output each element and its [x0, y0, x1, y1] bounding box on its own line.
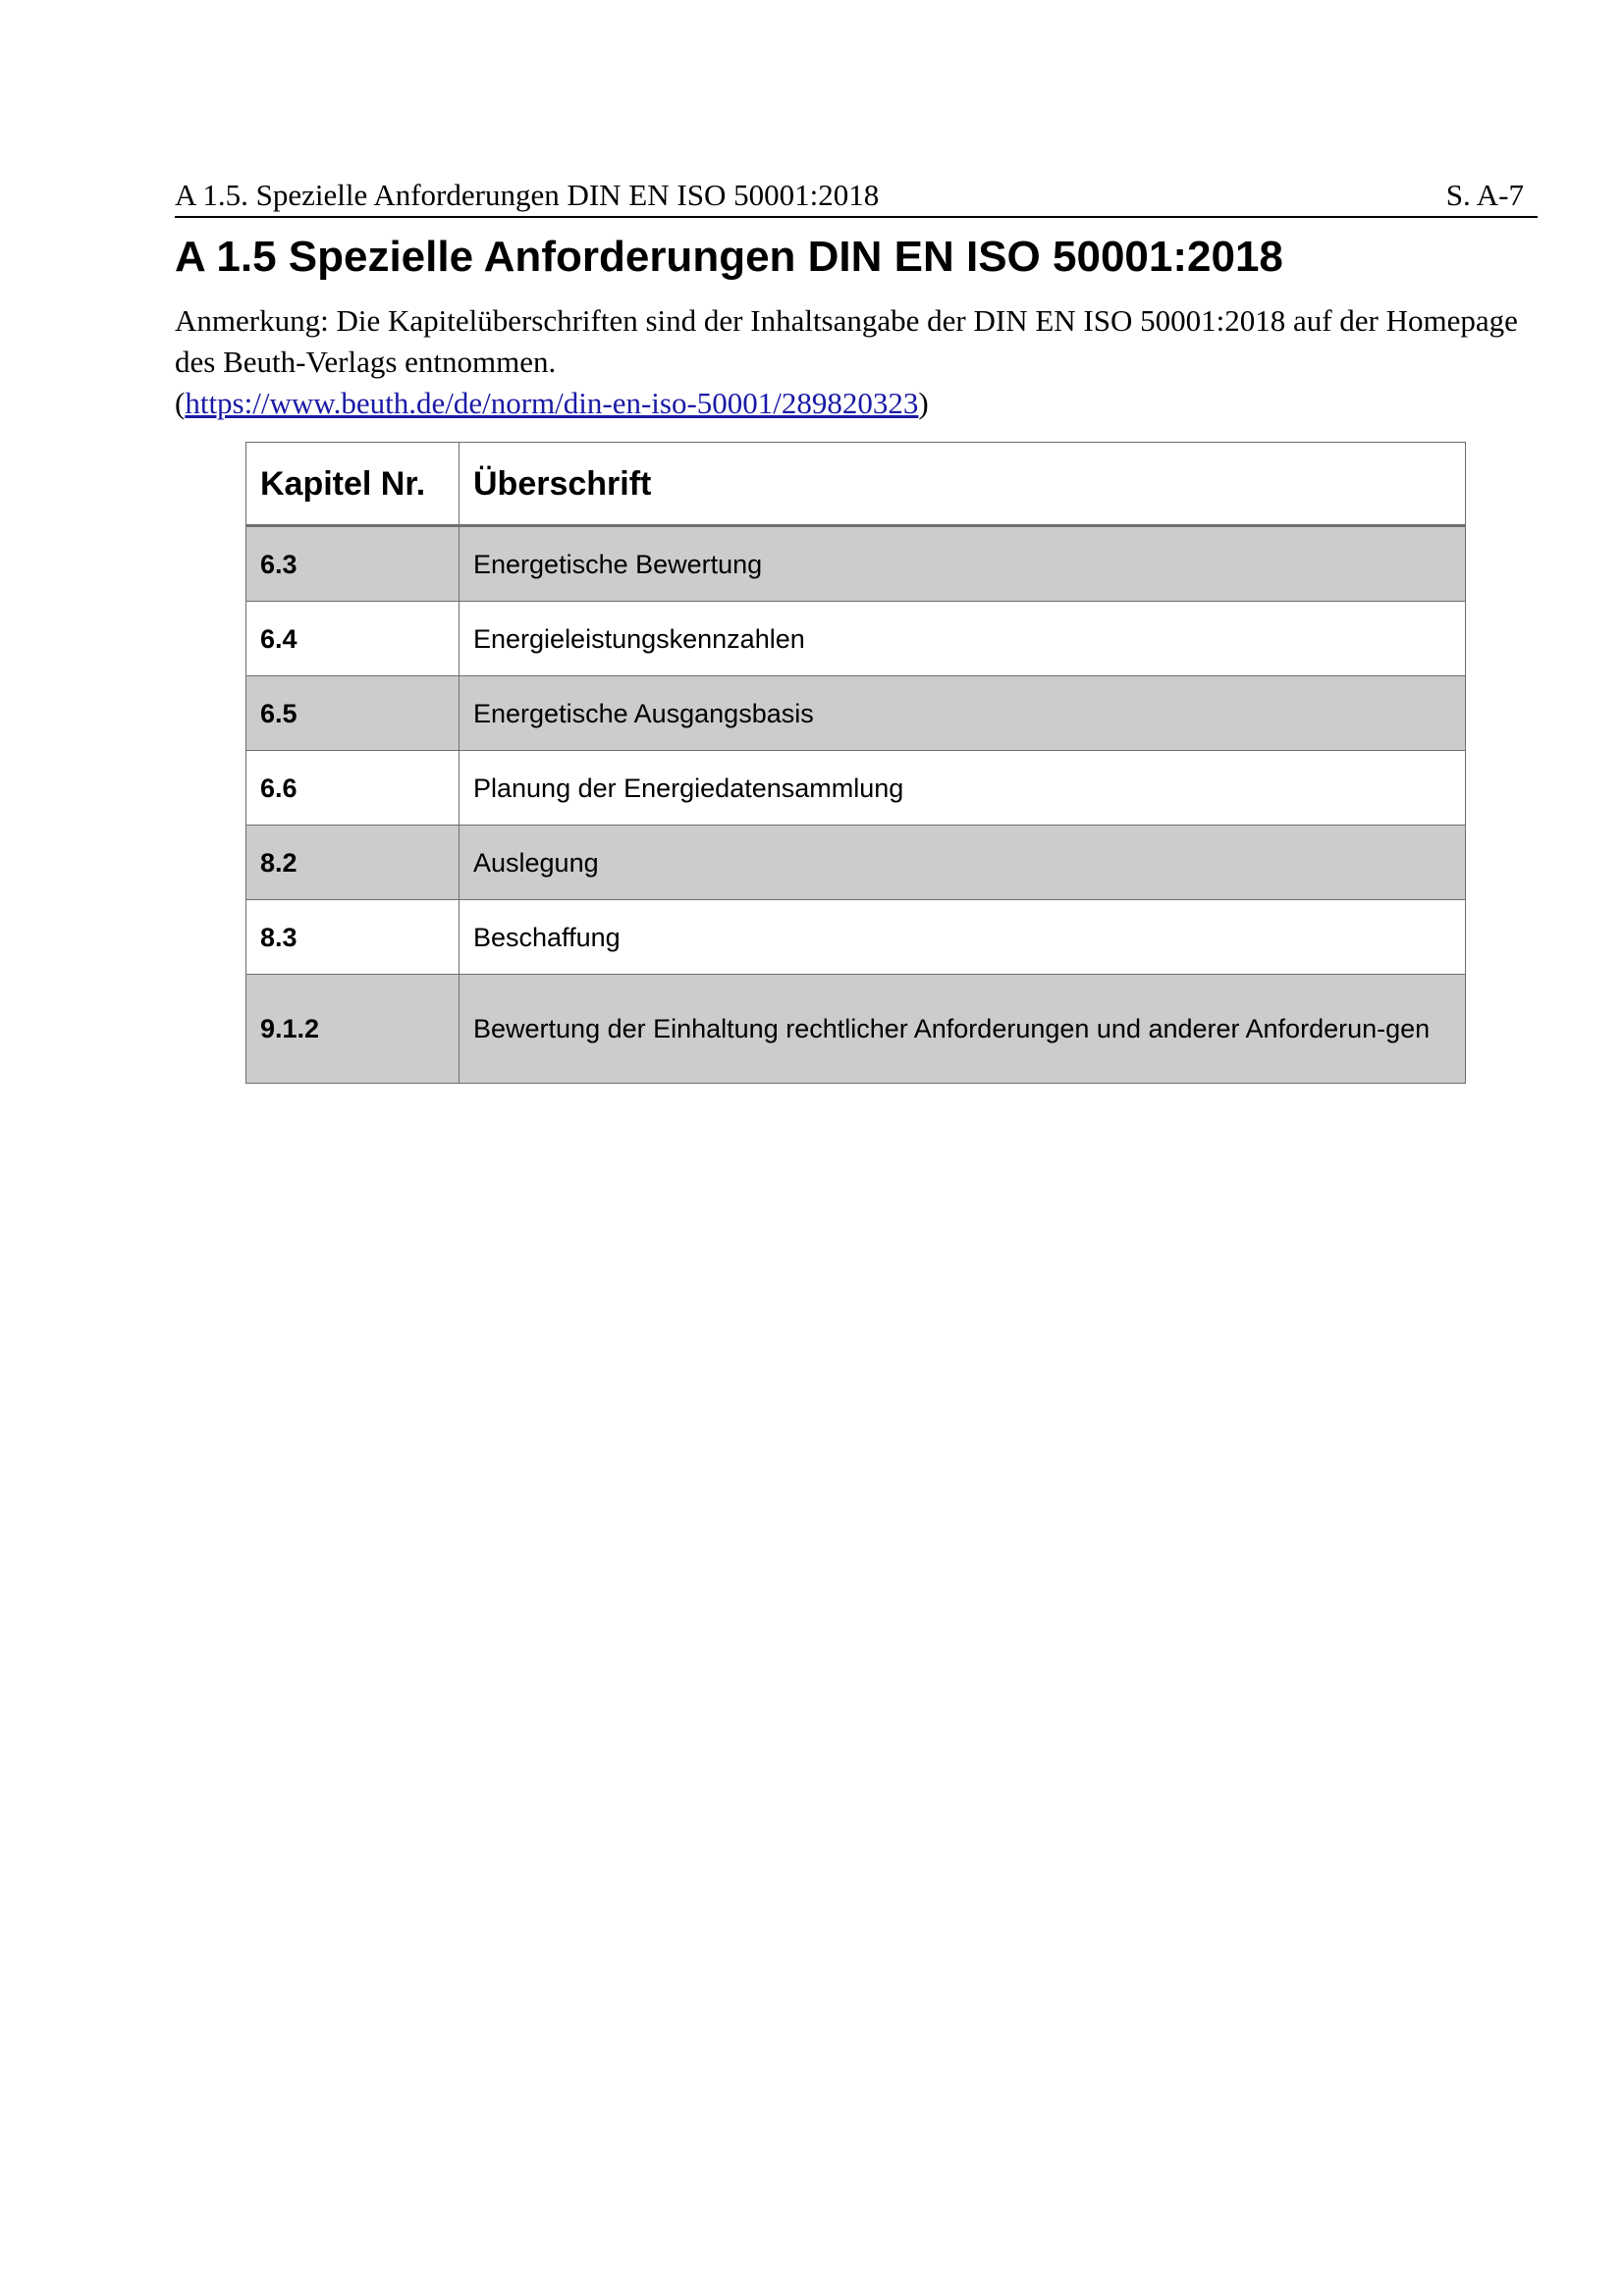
- chapter-number: 6.6: [246, 751, 460, 826]
- table-row: [246, 676, 1466, 751]
- table-row: [246, 900, 1466, 975]
- running-title: A 1.5. Spezielle Anforderungen DIN EN ISO 50001:2018: [175, 178, 880, 212]
- beuth-link[interactable]: https://www.beuth.de/de/norm/din-en-iso-50001/289820323: [185, 386, 919, 420]
- table-row: [246, 602, 1466, 676]
- chapter-title: Energieleistungskennzahlen: [460, 602, 1466, 676]
- chapter-table: [245, 442, 1466, 1084]
- header-chapter-number: Kapitel Nr.: [246, 443, 460, 526]
- table-row: [246, 526, 1466, 602]
- page-header: [175, 175, 1538, 218]
- chapter-number: 9.1.2: [246, 975, 460, 1084]
- chapter-title: Energetische Bewertung: [460, 526, 1466, 602]
- note-paragraph: [175, 300, 1549, 424]
- header-heading: Überschrift: [460, 443, 1466, 526]
- chapter-title: Planung der Energiedatensammlung: [460, 751, 1466, 826]
- chapter-number: 6.4: [246, 602, 460, 676]
- paren-close: ): [918, 386, 929, 420]
- table-row: [246, 975, 1466, 1084]
- section-title: A 1.5 Spezielle Anforderungen DIN EN ISO 50001:2018: [175, 233, 1283, 281]
- chapter-title: Beschaffung: [460, 900, 1466, 975]
- chapter-title: Auslegung: [460, 826, 1466, 900]
- note-text: Anmerkung: Die Kapitelüberschriften sind der Inhaltsangabe der DIN EN ISO 50001:2018 auf der Homepage des Beuth-Verlags entnommen.: [175, 303, 1518, 379]
- chapter-number: 6.3: [246, 526, 460, 602]
- chapter-number: 8.2: [246, 826, 460, 900]
- table-row: [246, 826, 1466, 900]
- page-number: S. A-7: [1445, 178, 1524, 212]
- paren-open: (: [175, 386, 186, 420]
- chapter-title: Bewertung der Einhaltung rechtlicher Anforderungen und anderer Anforderun-gen: [460, 975, 1466, 1084]
- chapter-title: Energetische Ausgangsbasis: [460, 676, 1466, 751]
- table-header-row: [246, 443, 1466, 526]
- table-row: [246, 751, 1466, 826]
- chapter-number: 8.3: [246, 900, 460, 975]
- chapter-number: 6.5: [246, 676, 460, 751]
